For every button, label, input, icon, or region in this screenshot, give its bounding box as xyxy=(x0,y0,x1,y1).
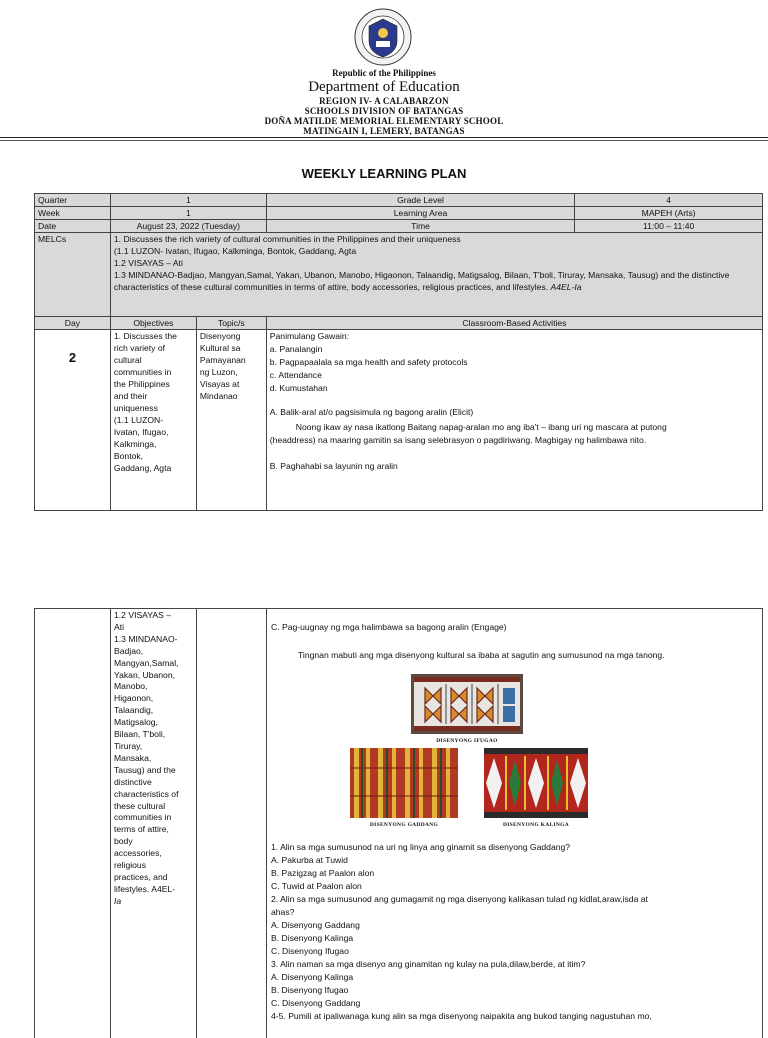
activities-cell xyxy=(266,330,762,511)
col-border xyxy=(110,608,111,1038)
q2-option-c: C. Disenyong Ifugao xyxy=(271,946,349,956)
act-intro: Panimulang Gawain: xyxy=(269,331,350,341)
objective-line: communities in xyxy=(113,367,172,377)
objective-line: uniqueness xyxy=(113,403,158,413)
objective-line: and their xyxy=(113,391,148,401)
week-value: 1 xyxy=(110,207,266,220)
melcs-line-1: 1. Discusses the rich variety of cultural communities in the Philippines and their uniqueness xyxy=(113,234,461,244)
republic-text: Republic of the Philippines xyxy=(332,68,436,78)
objective-line: rich variety of xyxy=(113,343,166,353)
objective-line: Yakan, Ubanon, xyxy=(114,669,175,680)
objective-line: Ia xyxy=(114,895,122,906)
objective-line: 1.2 VISAYAS – xyxy=(114,610,172,620)
q1-option-a: A. Pakurba at Tuwid xyxy=(271,855,348,865)
school-text: DOÑA MATILDE MEMORIAL ELEMENTARY SCHOOL xyxy=(264,116,504,126)
time-value: 11:00 – 11:40 xyxy=(575,220,763,233)
melcs-label: MELCs xyxy=(35,233,111,317)
col-objectives: Objectives xyxy=(110,317,196,330)
col-day: Day xyxy=(35,317,111,330)
objective-line: (1.1 LUZON- xyxy=(113,415,164,425)
melcs-content xyxy=(110,233,762,317)
act-elicit: A. Balik-aral at/o pagsisimula ng bagong aralin (Elicit) xyxy=(269,407,474,417)
area-value: MAPEH (Arts) xyxy=(575,207,763,220)
objective-line: Higaonon, xyxy=(114,693,154,704)
region-text: REGION IV- A CALABARZON xyxy=(319,96,449,106)
questions-block xyxy=(271,841,756,1023)
q1-option-b: B. Pazigzag at Paalon alon xyxy=(271,868,375,878)
objective-line: body xyxy=(114,836,133,847)
objective-line: 1.3 MINDANAO- xyxy=(114,633,178,644)
column-header-row xyxy=(35,317,763,330)
q2-line-2: ahas? xyxy=(271,907,295,917)
topic-line: Kultural sa xyxy=(199,343,241,353)
time-label: Time xyxy=(266,220,574,233)
col-border xyxy=(196,608,197,1038)
grade-label: Grade Level xyxy=(266,194,574,207)
col-topics: Topic/s xyxy=(196,317,266,330)
act-d: d. Kumustahan xyxy=(269,383,328,393)
topic-line: Disenyong xyxy=(199,331,241,341)
grade-value: 4 xyxy=(575,194,763,207)
objectives-cont-cell xyxy=(114,610,194,908)
objective-line: these cultural xyxy=(114,800,166,811)
topics-cell xyxy=(196,330,266,511)
objective-line: Tiruray, xyxy=(114,740,143,751)
objective-line: Mangyan,Samal, xyxy=(114,657,179,668)
day-number: 2 xyxy=(35,330,111,511)
date-value: August 23, 2022 (Tuesday) xyxy=(110,220,266,233)
address-text: MATINGAIN I, LEMERY, BATANGAS xyxy=(303,126,465,136)
area-label: Learning Area xyxy=(266,207,574,220)
continuation-table xyxy=(34,608,762,1038)
act-elicit-text-1: Noong ikaw ay nasa ikatlong Baitang napag-aralan mo ang iba't – ibang uri ng mascara at putong xyxy=(295,422,667,432)
objective-line: Gaddang, Agta xyxy=(113,463,172,473)
objective-line: practices, and xyxy=(114,871,168,882)
q1: 1. Alin sa mga sumusunod na uri ng linya ang ginamit sa disenyong Gaddang? xyxy=(271,842,571,852)
quarter-value: 1 xyxy=(110,194,266,207)
q3-option-a: A. Disenyong Kalinga xyxy=(271,972,354,982)
objective-line: Manobo, xyxy=(114,681,148,692)
header-rule-thin xyxy=(0,140,768,141)
objectives-cell xyxy=(110,330,196,511)
objective-line: communities in xyxy=(114,812,172,823)
topic-line: Visayas at xyxy=(199,379,240,389)
objective-line: Kalkminga, xyxy=(113,439,157,449)
objective-line: Bilaan, T'boli, xyxy=(114,729,166,740)
engage-heading: C. Pag-uugnay ng mga halimbawa sa bagong aralin (Engage) xyxy=(271,622,507,632)
q2-line-1: 2. Alin sa mga sumusunod ang gumagamit ng mga disenyong kalikasan tulad ng kidlat,araw,isda at xyxy=(271,894,648,904)
objective-line: religious xyxy=(114,860,147,871)
objective-line: accessories, xyxy=(114,848,162,859)
quarter-label: Quarter xyxy=(35,194,111,207)
objective-line: lifestyles. A4EL- xyxy=(114,883,176,894)
caption-ifugao: DISENYONG IFUGAO xyxy=(436,738,498,744)
melcs-row xyxy=(35,233,763,317)
kalinga-textile-image xyxy=(484,748,588,818)
q2-option-a: A. Disenyong Gaddang xyxy=(271,920,360,930)
caption-kalinga: DISENYONG KALINGA xyxy=(502,822,570,828)
header-rule xyxy=(0,137,768,138)
q3-option-b: B. Disenyong Ifugao xyxy=(271,985,349,995)
deped-seal-logo xyxy=(354,8,412,66)
q4-5: 4-5. Pumili at ipaliwanaga kung alin sa mga disenyong naipakita ang bukod tanging nagustuhan mo, xyxy=(271,1011,652,1021)
objective-line: Mansaka, xyxy=(114,752,152,763)
q2-option-b: B. Disenyong Kalinga xyxy=(271,933,354,943)
act-elicit-text-2: (headdress) na maaring gamitin sa isang selebrasyon o pagdiriwang. Magbigay ng halimbawa nito. xyxy=(269,435,647,445)
col-activities: Classroom-Based Activities xyxy=(266,317,762,330)
objective-line: terms of attire, xyxy=(114,824,169,835)
info-row-date xyxy=(35,220,763,233)
melcs-line-3: 1.2 VISAYAS – Ati xyxy=(113,258,183,268)
melcs-line-2: (1.1 LUZON- Ivatan, Ifugao, Kalkminga, Bontok, Gaddang, Agta xyxy=(113,246,357,256)
gaddang-textile-image xyxy=(350,748,458,818)
melcs-line-4: 1.3 MINDANAO-Badjao, Mangyan,Samal, Yakan, Ubanon, Manobo, Higaonon, Talaandig, Matigsalog, Bilaan, T'boli, Tiruray, Mansaka, Tausug) and the distinctive characteristics of these cultural communities in terms of attire, body accessories, religious practices, and lifestyles. xyxy=(113,270,730,292)
objective-line: cultural xyxy=(113,355,142,365)
division-text: SCHOOLS DIVISION OF BATANGAS xyxy=(304,106,464,116)
info-row-quarter xyxy=(35,194,763,207)
department-text: Department of Education xyxy=(308,79,460,95)
ifugao-textile-image xyxy=(411,674,523,734)
col-border xyxy=(266,608,267,1038)
objective-line: Badjao, xyxy=(114,645,144,656)
melcs-code: A4EL-Ia xyxy=(550,282,582,292)
objective-line: distinctive xyxy=(114,776,152,787)
learning-plan-table xyxy=(34,193,763,511)
topic-line: ng Luzon, xyxy=(199,367,238,377)
objective-line: the Philippines xyxy=(113,379,170,389)
info-row-week xyxy=(35,207,763,220)
col-border xyxy=(34,608,35,1038)
objective-line: Ati xyxy=(114,621,125,632)
col-border xyxy=(762,608,763,1038)
page-title: WEEKLY LEARNING PLAN xyxy=(301,166,467,181)
week-label: Week xyxy=(35,207,111,220)
act-b: b. Pagpapaalala sa mga health and safety protocols xyxy=(269,357,468,367)
objective-line: 1. Discusses the xyxy=(113,331,177,341)
objective-line: characteristics of xyxy=(114,788,179,799)
act-a: a. Panalangin xyxy=(269,344,323,354)
engage-instruction: Tingnan mabuti ang mga disenyong kultural sa ibaba at sagutin ang sumusunod na mga tanong. xyxy=(298,650,665,660)
table-top-border xyxy=(34,608,762,609)
q3: 3. Alin naman sa mga disenyo ang ginamitan ng kulay na pula,dilaw,berde, at itim? xyxy=(271,959,586,969)
q1-option-c: C. Tuwid at Paalon alon xyxy=(271,881,362,891)
topic-line: Mindanao xyxy=(199,391,238,401)
topic-line: Pamayanan xyxy=(199,355,246,365)
objective-line: Talaandig, xyxy=(114,705,154,716)
act-c: c. Attendance xyxy=(269,370,322,380)
objective-line: Tausug) and the xyxy=(114,764,176,775)
caption-gaddang: DISENYONG GADDANG xyxy=(369,822,439,828)
q3-option-c: C. Disenyong Gaddang xyxy=(271,998,361,1008)
date-label: Date xyxy=(35,220,111,233)
act-paghahabi: B. Paghahabi sa layunin ng aralin xyxy=(269,461,398,471)
objective-line: Ivatan, Ifugao, xyxy=(113,427,169,437)
objective-line: Matigsalog, xyxy=(114,717,158,728)
day-row xyxy=(35,330,763,511)
objective-line: Bontok, xyxy=(113,451,144,461)
